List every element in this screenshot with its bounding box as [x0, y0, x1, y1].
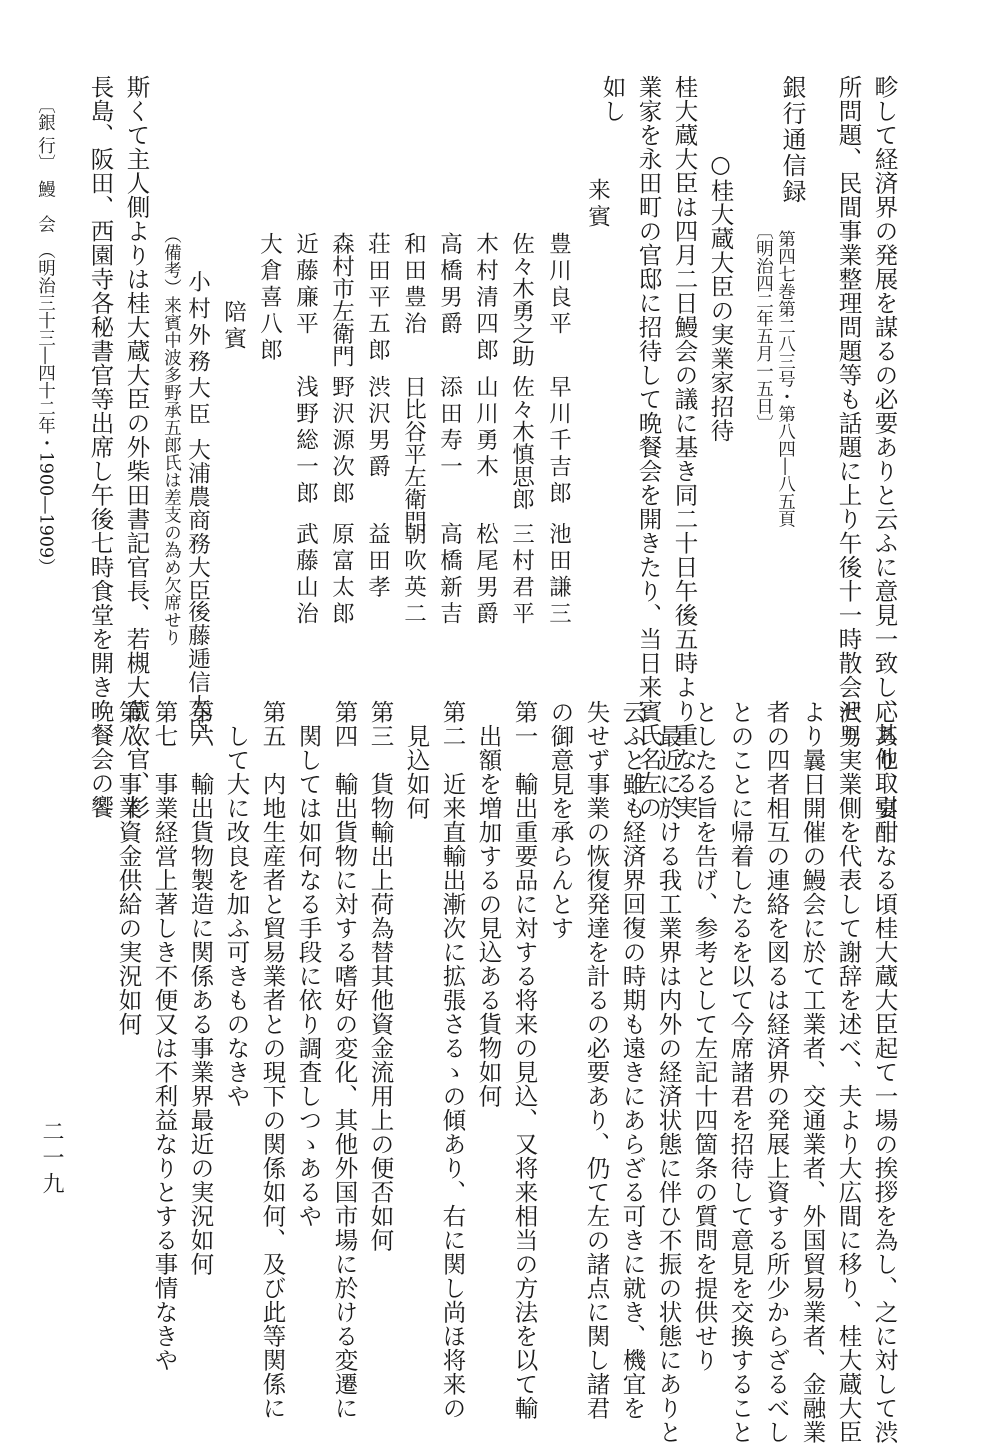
guest-name: 高橋男爵	[436, 232, 463, 338]
guest-name: 三村君平	[508, 522, 535, 628]
guest-name: 高橋新吉	[436, 522, 463, 628]
text-line: 関しては如何なる手段に依り調査しつゝあるや	[294, 724, 323, 1228]
guest-name: 渋沢男爵	[364, 375, 391, 481]
text-line: より曩日開催の鰻会に於て工業者、交通業者、外国貿易業者、金融業	[798, 700, 827, 1444]
section-title: 銀行通信録	[778, 75, 806, 205]
guest-name: 木村清四郎	[472, 232, 499, 365]
running-head: 〔銀 行〕 鰻 会 （明治三十三―四十二年・1900―1909）	[35, 96, 56, 576]
text-line: 云ふと雖も経済界回復の時期も遠きにあらざる可きに就き、機宜を	[618, 700, 647, 1420]
guest-name: 近藤廉平	[292, 232, 319, 338]
text-line: 第四 輸出貨物に対する嗜好の変化、其他外国市場に於ける変遷に	[330, 700, 359, 1420]
host-name: 後藤逓信大臣	[184, 600, 211, 741]
text-line: としたる旨を告げ、参考として左記十四箇条の質問を提供せり	[690, 700, 719, 1372]
host-name: 小村外務大臣	[184, 270, 211, 429]
text-line: 最近に於ける我工業界は内外の経済状態に伴ひ不振の状態にありと	[654, 724, 683, 1444]
guest-name: 益田孝	[364, 522, 391, 602]
text-line: 第八 事業資金供給の実況如何	[114, 700, 143, 1036]
citation: 第四七巻第二八三号・第八四―八五頁	[775, 230, 796, 528]
guest-name: 原富太郎	[328, 522, 355, 628]
text-line: 斯くて主人側よりは桂大蔵大臣の外柴田書記官長、若槻大蔵次官、杉	[122, 75, 151, 819]
text-line: 第六 輸出貨物製造に関係ある事業界最近の実況如何	[186, 700, 215, 1276]
guest-name: 池田謙三	[545, 522, 572, 628]
text-line: 如し	[598, 75, 627, 123]
guest-name: 松尾男爵	[472, 522, 499, 628]
guest-name: 浅野総一郎	[292, 375, 319, 508]
guest-name: 森村市左衛門	[328, 232, 355, 367]
text-line: 第五 内地生産者と貿易業者との現下の関係如何、及び此等関係に	[258, 700, 287, 1420]
hosts-heading: 陪賓	[220, 300, 247, 353]
guest-name: 日比谷平左衛門	[400, 375, 427, 533]
text-line: 業家を永田町の官邸に招待して晩餐会を開きたり、当日来賓氏名左の	[634, 75, 663, 819]
guest-name: 佐々木慎思郎	[508, 375, 535, 510]
text-line: 出額を増加するの見込ある貨物如何	[474, 724, 503, 1108]
text-line: 所問題、民間事業整理問題等も話題に上り午後十一時散会せり	[834, 75, 863, 747]
host-name: 大浦農商務大臣	[184, 438, 211, 603]
text-line: 第七 事業経営上著しき不便又は不利益なりとする事情なきや	[150, 700, 179, 1372]
guest-name: 大倉喜八郎	[256, 232, 283, 365]
guest-name: 山川勇木	[472, 375, 499, 481]
text-line: 長島、阪田、西園寺各秘書官等出席し午後七時食堂を開き晩餐会の饗	[86, 75, 115, 819]
text-line: 桂大蔵大臣は四月二日鰻会の議に基き同二十日午後五時より重なる実	[670, 75, 699, 819]
guests-heading: 来賓	[584, 178, 611, 231]
text-line: 第二 近来直輸出漸次に拡張さるゝの傾あり、右に関し尚ほ将来の	[438, 700, 467, 1420]
text-line: 見込如何	[402, 724, 431, 820]
article-heading: ○桂大蔵大臣の実業家招待	[706, 150, 735, 443]
guest-name: 朝吹英二	[400, 522, 427, 628]
text-line: 応あり、宴酣なる頃桂大蔵大臣起て一場の挨拶を為し、之に対して渋	[870, 700, 899, 1444]
guest-name: 豊川良平	[545, 232, 572, 338]
guest-name: 早川千吉郎	[545, 375, 572, 508]
guest-name: 武藤山治	[292, 522, 319, 628]
guest-name: 添田寿一	[436, 375, 463, 481]
text-line: 沢男実業側を代表して謝辞を述べ、夫より大広間に移り、桂大蔵大臣	[834, 700, 863, 1444]
text-line: 失せず事業の恢復発達を計るの必要あり、仍て左の諸点に関し諸君	[582, 700, 611, 1420]
guest-name: 佐々木勇之助	[508, 232, 535, 367]
text-line: 第一 輸出重要品に対する将来の見込、又将来相当の方法を以て輸	[510, 700, 539, 1420]
note: （備考）来賓中波多野承五郎氏は差支の為め欠席せり	[161, 226, 182, 646]
text-line: 第三 貨物輸出上荷為替其他資金流用上の便否如何	[366, 700, 395, 1252]
citation-date: 〔明治四二年五月一五日〕	[753, 222, 774, 432]
guest-name: 野沢源次郎	[328, 375, 355, 508]
guest-name: 荘田平五郎	[364, 232, 391, 365]
text-line: の御意見を承らんとす	[546, 700, 575, 940]
text-line: して大に改良を加ふ可きものなきや	[222, 724, 251, 1108]
text-line: とのことに帰着したるを以て今席諸君を招待して意見を交換すること	[726, 700, 755, 1444]
text-line: 者の四者相互の連絡を図るは経済界の発展上資する所少からざるべし	[762, 700, 791, 1444]
page-number: 二一九	[39, 1120, 64, 1198]
guest-name: 和田豊治	[400, 232, 427, 338]
text-line: 畛して経済界の発展を謀るの必要ありと云ふに意見一致し、其他取引	[870, 75, 899, 819]
